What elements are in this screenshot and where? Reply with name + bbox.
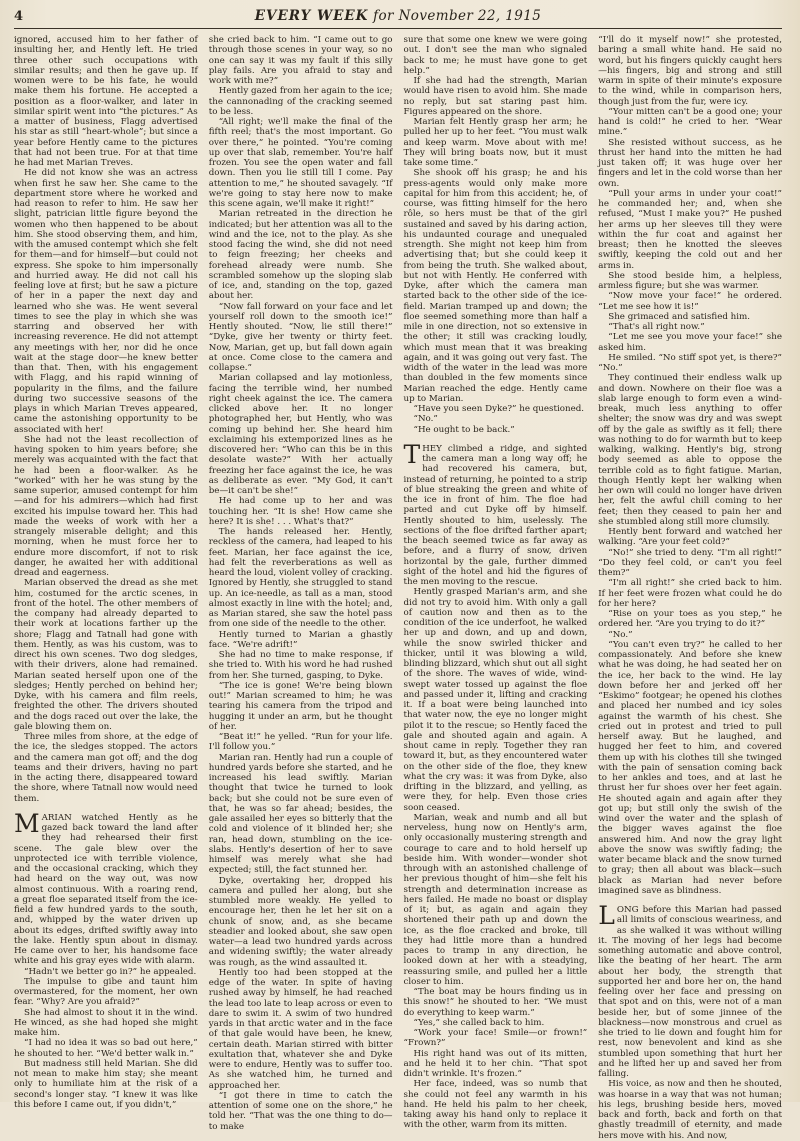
article-columns — [14, 35, 782, 1141]
paragraph-text: “The ice is gone! We're being blown out!” Marian screamed to him; he was tearing his camera from the tripod and hugging it under an arm, but he thought of her. — [208, 680, 393, 732]
paragraph — [14, 578, 198, 732]
paragraph — [209, 527, 393, 630]
paragraph-text: “All right; we'll make the final of the fifth reel; that's the most important. Go over there,” he pointed. “You're coming up over that slab, remember. You're half frozen. You see the open water and fall down. Then you lie still till I come. Pay attention to me,” he shouted savagely. “If we're going to stay here now to make this scene again, we'll make it right!” — [208, 117, 393, 209]
paragraph-text: If she had had the strength, Marian would have risen to avoid him. She made no reply, but sat staring past him. Figures appeared on the shore. — [403, 76, 588, 117]
paragraph — [209, 650, 393, 681]
paragraph-text: “He ought to be back.” — [413, 424, 515, 435]
paragraph-text: She shook off his grasp; he and his press-agents would only make more capital for him from this accident; he, of course, was fitting himself for the hero rôle, so hers must be that of the girl sustained and saved by his daring action, his undaunted courage and unequaled strength. She might not keep him from advertising that; but she could keep it from being the truth. She walked about, but not with Hently. He conferred with Dyke, after which the camera man started back to the other side of the ice-field. Marian tramped up and down; the floe seemed something more than half a mile in one direction, not so extensive in the other; it still was cracking loudly, which must mean that it was breaking again, and it was going out very fast. The width of the water in the lead was more than doubled in the few moments since Marian reached the edge. Hently came up to Marian. — [403, 168, 588, 404]
paragraph-text: “Pull your arms in under your coat!” he commanded her; and, when she refused, “Must I make you?” He pushed her arms up her sleeves till they were within the fur coat and against her breast; then he knotted the sleeves swiftly, keeping the cold out and her arms in. — [598, 188, 782, 271]
paragraph-text: HEY climbed a ridge, and sighted the camera man a long way off; he had recovered his camera, but, instead of returning, he pointed to a strip of blue streaking the green and white of the ice in front of him. The floe had parted and cut Dyke off by himself. Hently shouted to him, uselessly. The sections of the floe drifted farther apart; the beach seemed twice as far away as before, and a flurry of snow, driven horizontal by the gale, further dimmed sight of the hotel and hid the figures of the men moving to the rescue. — [403, 443, 588, 587]
paragraph — [404, 1049, 588, 1080]
paragraph — [209, 681, 393, 732]
paragraph-text: “Your mitten can't be a good one; your hand is cold!” he cried to her. “Wear mine.” — [598, 106, 782, 138]
paragraph — [598, 35, 782, 107]
paragraph — [209, 1091, 393, 1132]
paragraph — [404, 1028, 588, 1049]
paragraph — [598, 527, 782, 548]
running-head-brand: EVERY WEEK — [254, 8, 369, 24]
drop-cap: T — [403, 439, 421, 469]
paragraph — [404, 76, 588, 117]
paragraph-text: Marian retreated in the direction he indicated; but her attention was all to the wind and the ice, not to the play. As she stood facing the wind, she did not need to feign freezing; her cheeks and forehead already were numb. She scrambled somehow up the sloping slab of ice, and, standing on the top, gazed about her. — [208, 209, 393, 302]
paragraph-text: “The boat may be hours finding us in this snow!” he shouted to her. “We must do everything to keep warm.” — [403, 987, 588, 1018]
paragraph — [404, 404, 588, 414]
drop-cap: M — [14, 808, 40, 838]
paragraph — [404, 168, 588, 404]
paragraph — [598, 291, 782, 312]
paragraph — [209, 373, 393, 496]
paragraph-text: She stood beside him, a helpless, armless figure; but she was warmer. — [598, 270, 782, 291]
paragraph-text: He did not know she was an actress when first he saw her. She came to the department store where he worked and had reason to refer to him. He saw her slight, patrician little figure beyond the women who then happened to be about him. She stood observing them, and him, with the amused contempt which she felt for them—and for himself—but could not express. She spoke to him impersonally and hurried away. He did not call his feeling love at first; but he saw a picture of her in a paper the next day and learned who she was. He went several times to see the play in which she was starring and observed her with increasing reverence. He did not attempt any meetings with her, nor did he once wait at the stage door—he knew better than that. Then, with his engagement with Flagg, and his rapid winning of popularity in the films, and the failure during two successive seasons of the plays in which Marian Treves appeared, came the astonishing opportunity to be associated with her! — [14, 168, 198, 435]
paragraph — [14, 435, 198, 579]
paragraph — [598, 901, 782, 1079]
paragraph-text: Hently gazed from her again to the ice; the cannonading of the cracking seemed to be less. — [208, 86, 393, 117]
column-3 — [403, 35, 588, 1131]
paragraph — [598, 312, 782, 322]
paragraph — [598, 640, 782, 896]
paragraph-text: But madness still held Marian. She did not mean to make him stay; she meant only to humiliate him at the risk of a second's longer stay. “I knew it was like this before I came out, if you didn't,” — [14, 1058, 198, 1110]
paragraph-text: She had no time to make response, if she tried to. With his word he had rushed from her. She turned, gasping, to Dyke. — [208, 650, 393, 681]
paragraph-text: “Have you seen Dyke?” he questioned. — [413, 404, 585, 414]
page-number: 4 — [14, 9, 24, 24]
paragraph-text: “Now fall forward on your face and let yourself roll down to the smooth ice!” Hently shouted. “Now, lie still there!” “Dyke, give her twenty or thirty feet. Now, Marian, get up, but fall down again at once. Come close to the camera and collapse.” — [208, 301, 393, 373]
paragraph — [404, 1018, 588, 1028]
paragraph-text: ONG before this Marian had passed all limits of conscious weariness, and as she walked it was without willing it. The moving of her legs had become something automatic and above control, like the beating of her heart. The arm about her body, the strength that supported her and bore her on, the hand feeling over her face and pressing on that spot and on this, were not of a man beside her, but of some jinnee of the blackness—now monstrous and cruel as she tried to lie down and fought him for rest, now benevolent and kind as she stumbled upon something that hurt her and he lifted her up and saved her from falling. — [598, 905, 782, 1079]
paragraph-text: Marian felt Hently grasp her arm; he pulled her up to her feet. “You must walk and keep warm. Move about with me! They will bring boats now, but it must take some time.” — [403, 117, 588, 168]
paragraph-text: Hently bent forward and watched her walking. “Are your feet cold?” — [598, 527, 782, 548]
paragraph-text: She had not the least recollection of having spoken to him years before; she merely was acquainted with the fact that he had been a floor-walker. As he “worked” with her he was stung by the same superior, amused contempt for him—and for his admirers—which had first excited his impulse toward her. This had made the weeks of work with her a strangely miserable delight; and this morning, when he must force her to endure more discomfort, if not to risk danger, he awaited her with additional dread and eagerness. — [14, 434, 198, 578]
paragraph — [209, 496, 393, 527]
paragraph-text: Marian observed the dread as she met him, costumed for the arctic scenes, in front of the hotel. The other members of the company had already departed to their work at locations farther up the shore; Flagg and Tatnall had gone with them. Hently, as was his custom, was to direct his own scenes. Two dog sledges, with their drivers, alone had remained. Marian seated herself upon one of the sledges; Hently perched on behind her; Dyke, with his camera and film reels, freighted the other. The drivers shouted and the dogs raced out over the lake, the gale blowing them on. — [14, 578, 198, 732]
paragraph-text: “No.” — [413, 414, 438, 425]
paragraph-text: “That's all right now.” — [608, 322, 705, 332]
paragraph — [598, 332, 782, 353]
drop-cap: L — [598, 901, 615, 930]
paragraph-text: She resisted without success, as he thrust her hand into the mitten he had just taken off; it was huge over her fingers and let in the cold worse than her own. — [598, 137, 782, 189]
running-head — [255, 8, 542, 24]
paragraph — [14, 808, 198, 967]
paragraph — [209, 968, 393, 1091]
paragraph-text: Three miles from shore, at the edge of the ice, the sledges stopped. The actors and the camera man got off; and the dog teams and their drivers, having no part in the acting there, disappeared toward the shore, where Tatnall now would need them. — [14, 732, 198, 804]
paragraph — [404, 987, 588, 1018]
paragraph — [14, 168, 198, 435]
paragraph-text: “Work your face! Smile—or frown!” “Frown?” — [403, 1028, 588, 1049]
paragraph — [404, 117, 588, 168]
paragraph-text: “Beat it!” he yelled. “Run for your life. I'll follow you.” — [208, 732, 393, 753]
paragraph-text: Hently grasped Marian's arm, and she did not try to avoid him. With only a gall of caution now and then as to the condition of the ice underfoot, he walked her up and down, and up and down, while the snow swirled thicker and thicker, until it was blowing a wild, blinding blizzard, which shut out all sight of the shore. The waves of wide, wind-swept water tossed up against the floe and passed under it, lifting and cracking it. If a boat were being launched into that water now, the eye no longer might pilot it to the rescue; so Hently faced the gale and shouted again and again. A shout came in reply. Together they ran toward it, but, as they encountered water on the other side of the floe, they knew what the cry was: it was from Dyke, also drifting in the blizzard, and yelling, as were they, for help. Even those cries soon ceased. — [403, 587, 588, 813]
paragraph — [404, 813, 588, 987]
paragraph — [14, 967, 198, 977]
paragraph-text: “I got there in time to catch the attention of some one on the shore,” he told her. “That was the one thing to do—to make — [208, 1090, 393, 1132]
paragraph-text: “Hadn't we better go in?” he appealed. — [24, 966, 197, 977]
paragraph — [209, 117, 393, 209]
running-head-date: for November 22, 1915 — [373, 8, 542, 24]
paragraph-text: “Let me see you move your face!” she asked him. — [598, 332, 782, 353]
paragraph — [404, 35, 588, 76]
paragraph — [14, 35, 198, 168]
paragraph — [209, 302, 393, 374]
paragraph-text: “I'll do it myself now!” she protested, baring a small white hand. He said no word, but his fingers quickly caught hers—his fingers, big and strong and still warm in spite of their minute's exposure to the wind, while in comparison hers, though just from the fur, were icy. — [598, 35, 782, 107]
column-1 — [14, 35, 198, 1110]
paragraph-text: Marian, weak and numb and all but nerveless, hung now on Hently's arm, only occasionally mustering strength and courage to care and to hold herself up beside him. With wonder—wonder shot through with an astonished challenge of her previous thought of him—she felt his strength and determination increase as hers failed. He made no boast or display of it; but, as again and again they shortened their path up and down the ice, as the floe cracked and broke, till they had little more than a hundred paces to tramp in any direction, he looked down at her with a steadying, reassuring smile, and pulled her a little closer to him. — [403, 812, 588, 987]
paragraph — [209, 630, 393, 651]
page-header — [14, 8, 782, 29]
paragraph — [209, 876, 393, 968]
paragraph-text: “Rise on your toes as you step,” he ordered her. “Are you trying to do it?” — [598, 609, 782, 630]
paragraph-text: Hently turned to Marian a ghastly face. “We're adrift!” — [208, 629, 393, 650]
paragraph — [209, 732, 393, 753]
paragraph-text: sure that some one knew we were going out. I don't see the man who signaled back to me; he must have gone to get help.” — [403, 35, 588, 76]
paragraph — [598, 1079, 782, 1141]
paragraph-text: His voice, as now and then he shouted, was hoarse in a way that was not human; his legs, brushing beside hers, moved back and forth, back and forth on that ghastly treadmill of eternity, and made hers move with his. And now, — [598, 1079, 782, 1141]
paragraph-text: He smiled. “No stiff spot yet, is there?” “No.” — [598, 352, 782, 373]
paragraph — [404, 587, 588, 813]
paragraph — [598, 353, 782, 374]
paragraph-text: “No!” she tried to deny. “I'm all right!” “Do they feel cold, or can't you feel them?” — [598, 547, 782, 578]
paragraph-text: she cried back to him. “I came out to go through those scenes in your way, so no one can say it was my fault if this silly play fails. Are you afraid to stay and work with me?” — [208, 35, 393, 86]
paragraph-text: “Now move your face!” he ordered. “Let me see how it is!” — [598, 291, 782, 312]
paragraph-text: Her face, indeed, was so numb that she could not feel any warmth in his hand. He held his palm to her cheek, taking away his hand only to replace it with the other, warm from its mitten. — [403, 1079, 588, 1131]
paragraph — [404, 1079, 588, 1130]
paragraph — [14, 1038, 198, 1059]
paragraph-text: Marian collapsed and lay motionless, facing the terrible wind, her numbed right cheek against the ice. The camera clicked above her. It no longer photographed her, but Hently, who was coming up behind her. She heard him exclaiming his extemporized lines as he discovered her: “Who can this be in this desolate waste?” With her actually freezing her face against the ice, he was as deliberate as ever. “My God, it can't be—it can't be she!” — [208, 373, 393, 496]
paragraph — [598, 548, 782, 579]
column-2 — [208, 35, 393, 1132]
paragraph — [598, 189, 782, 271]
paragraph-text: Hently too had been stopped at the edge of the water. In spite of having rushed away by himself, he had reached the lead too late to leap across or even to dare to swim it. A swim of two hundred yards in that arctic water and in the face of that gale would have been, he knew, certain death. Marian stirred with bitter exultation that, whatever she and Dyke were to endure, Hently was to suffer too. As she watched him, he turned and approached her. — [208, 967, 393, 1091]
paragraph — [403, 439, 588, 588]
paragraph — [598, 630, 782, 640]
paragraph — [598, 271, 782, 292]
paragraph-text: “I had no idea it was so bad out here,” he shouted to her. “We'd better walk in.” — [14, 1038, 198, 1059]
column-4 — [598, 35, 782, 1141]
paragraph — [209, 35, 393, 86]
paragraph — [14, 732, 198, 804]
paragraph — [209, 209, 393, 301]
paragraph-text: “Yes,” she called back to him. — [413, 1017, 545, 1028]
paragraph — [598, 138, 782, 189]
paragraph-text: She grimaced and satisfied him. — [608, 311, 751, 322]
paragraph — [14, 977, 198, 1008]
paragraph-text: ARIAN watched Hently as he gazed back toward the land after they had rehearsed their first scene. The gale blew over the unprotected ice with terrible violence, and the occasional cracking, which they had heard on the way out, was now almost continuous. With a roaring rend, a great floe separated itself from the ice-field a few hundred yards to the south, and, whipped by the water driven up about its edges, drifted swiftly away into the lake. Hently spun about in dismay. He came over to her, his handsome face white and his gray eyes wide with alarm. — [14, 812, 198, 967]
paragraph — [209, 753, 393, 876]
paragraph-text: The impulse to gibe and taunt him overmastered, for the moment, her own fear. “Why? Are you afraid?” — [14, 976, 198, 1008]
paragraph — [598, 322, 782, 332]
paragraph-text: “No.” — [608, 629, 633, 640]
paragraph-text: His right hand was out of its mitten, and he held it to her chin. “That spot didn't wrinkle. It's frozen.” — [403, 1048, 588, 1079]
paragraph — [14, 1059, 198, 1110]
paragraph — [209, 86, 393, 117]
paragraph-text: ignored, accused him to her father of insulting her, and Hently left. He tried three other such occupations with similar results; and then he gave up. If women were to be his fate, he would make them his fortune. He accepted a position as a floor-walker, and later in similar spirit went into “the pictures.” As a matter of business, Flagg advertised his star as still “heart-whole”; but since a year before Hently came to the pictures that had not been true. For at that time he had met Marian Treves. — [14, 35, 198, 168]
paragraph-text: He had come up to her and was touching her. “It is she! How came she here? It is she! . . . What's that?” — [208, 496, 393, 527]
paragraph-text: They continued their endless walk up and down. Nowhere on their floe was a slab large enough to form even a wind-break, much less anything to offer shelter; the snow was dry and was swept off by the gale as swiftly as it fell; there was nothing to do for warmth but to keep walking, walking. Hently's big, strong body seemed as able to oppose the terrible cold as to fight fatigue. Marian, though Hently kept her walking when her own will could no longer have driven her, felt the awful chill coming to her feet; then they ceased to pain her and she stumbled along still more clumsily. — [598, 373, 782, 527]
paragraph — [14, 1008, 198, 1039]
paragraph — [598, 609, 782, 630]
paragraph-text: “You can't even try?” he called to her compassionately. And before she knew what he was doing, he had seated her on the ice, her back to the wind. He lay down before her and jerked off her “Eskimo” footgear; he opened his clothes and placed her numbed and icy soles against the warmth of his chest. She cried out in protest and tried to pull herself away. But he laughed, and hugged her feet to him, and covered them up with his clothes till she twinged with the pain of sensation coming back to her ankles and toes, and at last he thrust her fur shoes over her feet again. He shouted again and again after they got up; but still only the swish of the wind over the water and the splash of the bigger waves against the floe answered him. And now the gray light above the snow was swiftly fading; the water became black and the snow turned to gray; then all about was black—such black as Marian had never before imagined save as blindness. — [598, 639, 782, 896]
paragraph — [404, 425, 588, 435]
paragraph-text: Marian ran. Hently had run a couple of hundred yards before she started, and he increased his lead swiftly. Marian thought that twice he turned to look back; but she could not be sure even of that, he was so far ahead; besides, the gale assailed her eyes so bitterly that the cold and violence of it blinded her; she ran, head down, stumbling on the ice-slabs. Hently's desertion of her to save himself was merely what she had expected; still, the fact stunned her. — [208, 752, 393, 876]
paragraph-text: “I'm all right!” she cried back to him. If her feet were frozen what could he do for her here? — [598, 578, 782, 609]
paragraph-text: Dyke, overtaking her, dropped his camera and pulled her along, but she stumbled more weakly. He yelled to encourage her, then he let her sit on a chunk of snow, and, as she became steadier and looked about, she saw open water—a lead two hundred yards across and widening swiftly; the water already was rough, as the wind assaulted it. — [208, 875, 393, 968]
paragraph-text: She had almost to shout it in the wind. He winced, as she had hoped she might make him. — [14, 1007, 198, 1038]
paragraph — [598, 578, 782, 609]
paragraph — [598, 373, 782, 527]
paragraph — [404, 414, 588, 424]
paragraph-text: The hands released her. Hently, reckless of the camera, had leaped to his feet. Marian, her face against the ice, had felt the reverberations as well as heard the loud, violent volley of cracking. Ignored by Hently, she struggled to stand up. An ice-needle, as tall as a man, stood almost exactly in line with the hotel; and, as Marian stared, she saw the hotel pass from one side of the needle to the other. — [208, 527, 393, 630]
paragraph — [598, 107, 782, 138]
